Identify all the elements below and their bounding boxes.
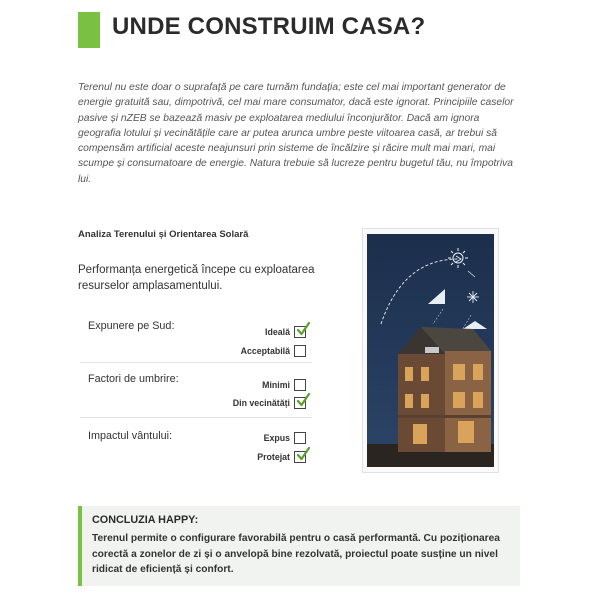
conclusion-heading: CONCLUZIA HAPPY: bbox=[92, 514, 199, 526]
option-label: Acceptabilă bbox=[240, 346, 290, 356]
house-graphic bbox=[398, 327, 491, 452]
checkmark-icon bbox=[296, 393, 310, 407]
option-ideal[interactable] bbox=[265, 324, 306, 340]
option-label: Ideală bbox=[265, 327, 290, 337]
checkbox[interactable] bbox=[294, 326, 306, 338]
section-subtitle: Performanța energetică începe cu exploatarea resurselor amplasamentului. bbox=[78, 264, 315, 292]
option-label: Expus bbox=[263, 433, 290, 443]
conclusion-box bbox=[78, 506, 520, 586]
section-title: Analiza Terenului și Orientarea Solară bbox=[78, 229, 249, 240]
option-acceptable[interactable] bbox=[241, 343, 306, 359]
option-from-neighbors[interactable] bbox=[233, 395, 306, 411]
criterion-row-south-exposure bbox=[80, 320, 312, 363]
option-label: Minimi bbox=[262, 380, 290, 390]
option-minimal[interactable] bbox=[262, 377, 306, 393]
criterion-label: Factori de umbrire: bbox=[88, 373, 179, 385]
criterion-row-shading bbox=[80, 373, 312, 418]
intro-paragraph: Terenul nu este doar o suprafață pe care turnăm fundația; este cel mai important generator de energie gratuită sau, dimpotrivă, cel mai mare consumator, dacă este ignorat. Principiile caselor pasive și nZEB se bazează masiv pe exploatarea mediului înconjurător. Dacă am ignora geografia lotului și vecinătățile care ar putea arunca umbre peste viitoarea casă, ar trebui să compensăm artificial aceste neajunsuri prin sisteme de încălzire și răcire mult mai mari, mai scumpe și consumatoare de energie. Natura trebuie să lucreze pentru bugetul tău, nu împotriva lui. bbox=[78, 82, 514, 185]
checkmark-icon bbox=[296, 322, 310, 336]
criterion-row-wind bbox=[80, 430, 312, 470]
option-label: Din vecinătăți bbox=[232, 398, 290, 408]
checkbox[interactable] bbox=[294, 451, 306, 463]
option-protected[interactable] bbox=[257, 449, 306, 465]
option-label: Protejat bbox=[257, 452, 290, 462]
checkbox[interactable] bbox=[294, 432, 306, 444]
house-illustration-graphic bbox=[363, 229, 498, 472]
checkmark-icon bbox=[296, 447, 310, 461]
criterion-label: Impactul vântului: bbox=[88, 430, 173, 442]
title-accent-bar bbox=[78, 12, 100, 48]
page-title: UNDE CONSTRUIM CASA? bbox=[112, 13, 426, 40]
checkbox[interactable] bbox=[294, 345, 306, 357]
conclusion-text: Terenul permite o configurare favorabilă pentru o casă performantă. Cu poziționarea corectă a zonelor de zi și o anvelopă bine rezolvată, proiectul poate susține un nivel ridicat de eficiență și confort. bbox=[92, 533, 500, 575]
checkbox[interactable] bbox=[294, 397, 306, 409]
checkbox[interactable] bbox=[294, 379, 306, 391]
house-solar-illustration bbox=[362, 228, 499, 473]
option-exposed[interactable] bbox=[264, 430, 306, 446]
criterion-label: Expunere pe Sud: bbox=[88, 320, 175, 332]
